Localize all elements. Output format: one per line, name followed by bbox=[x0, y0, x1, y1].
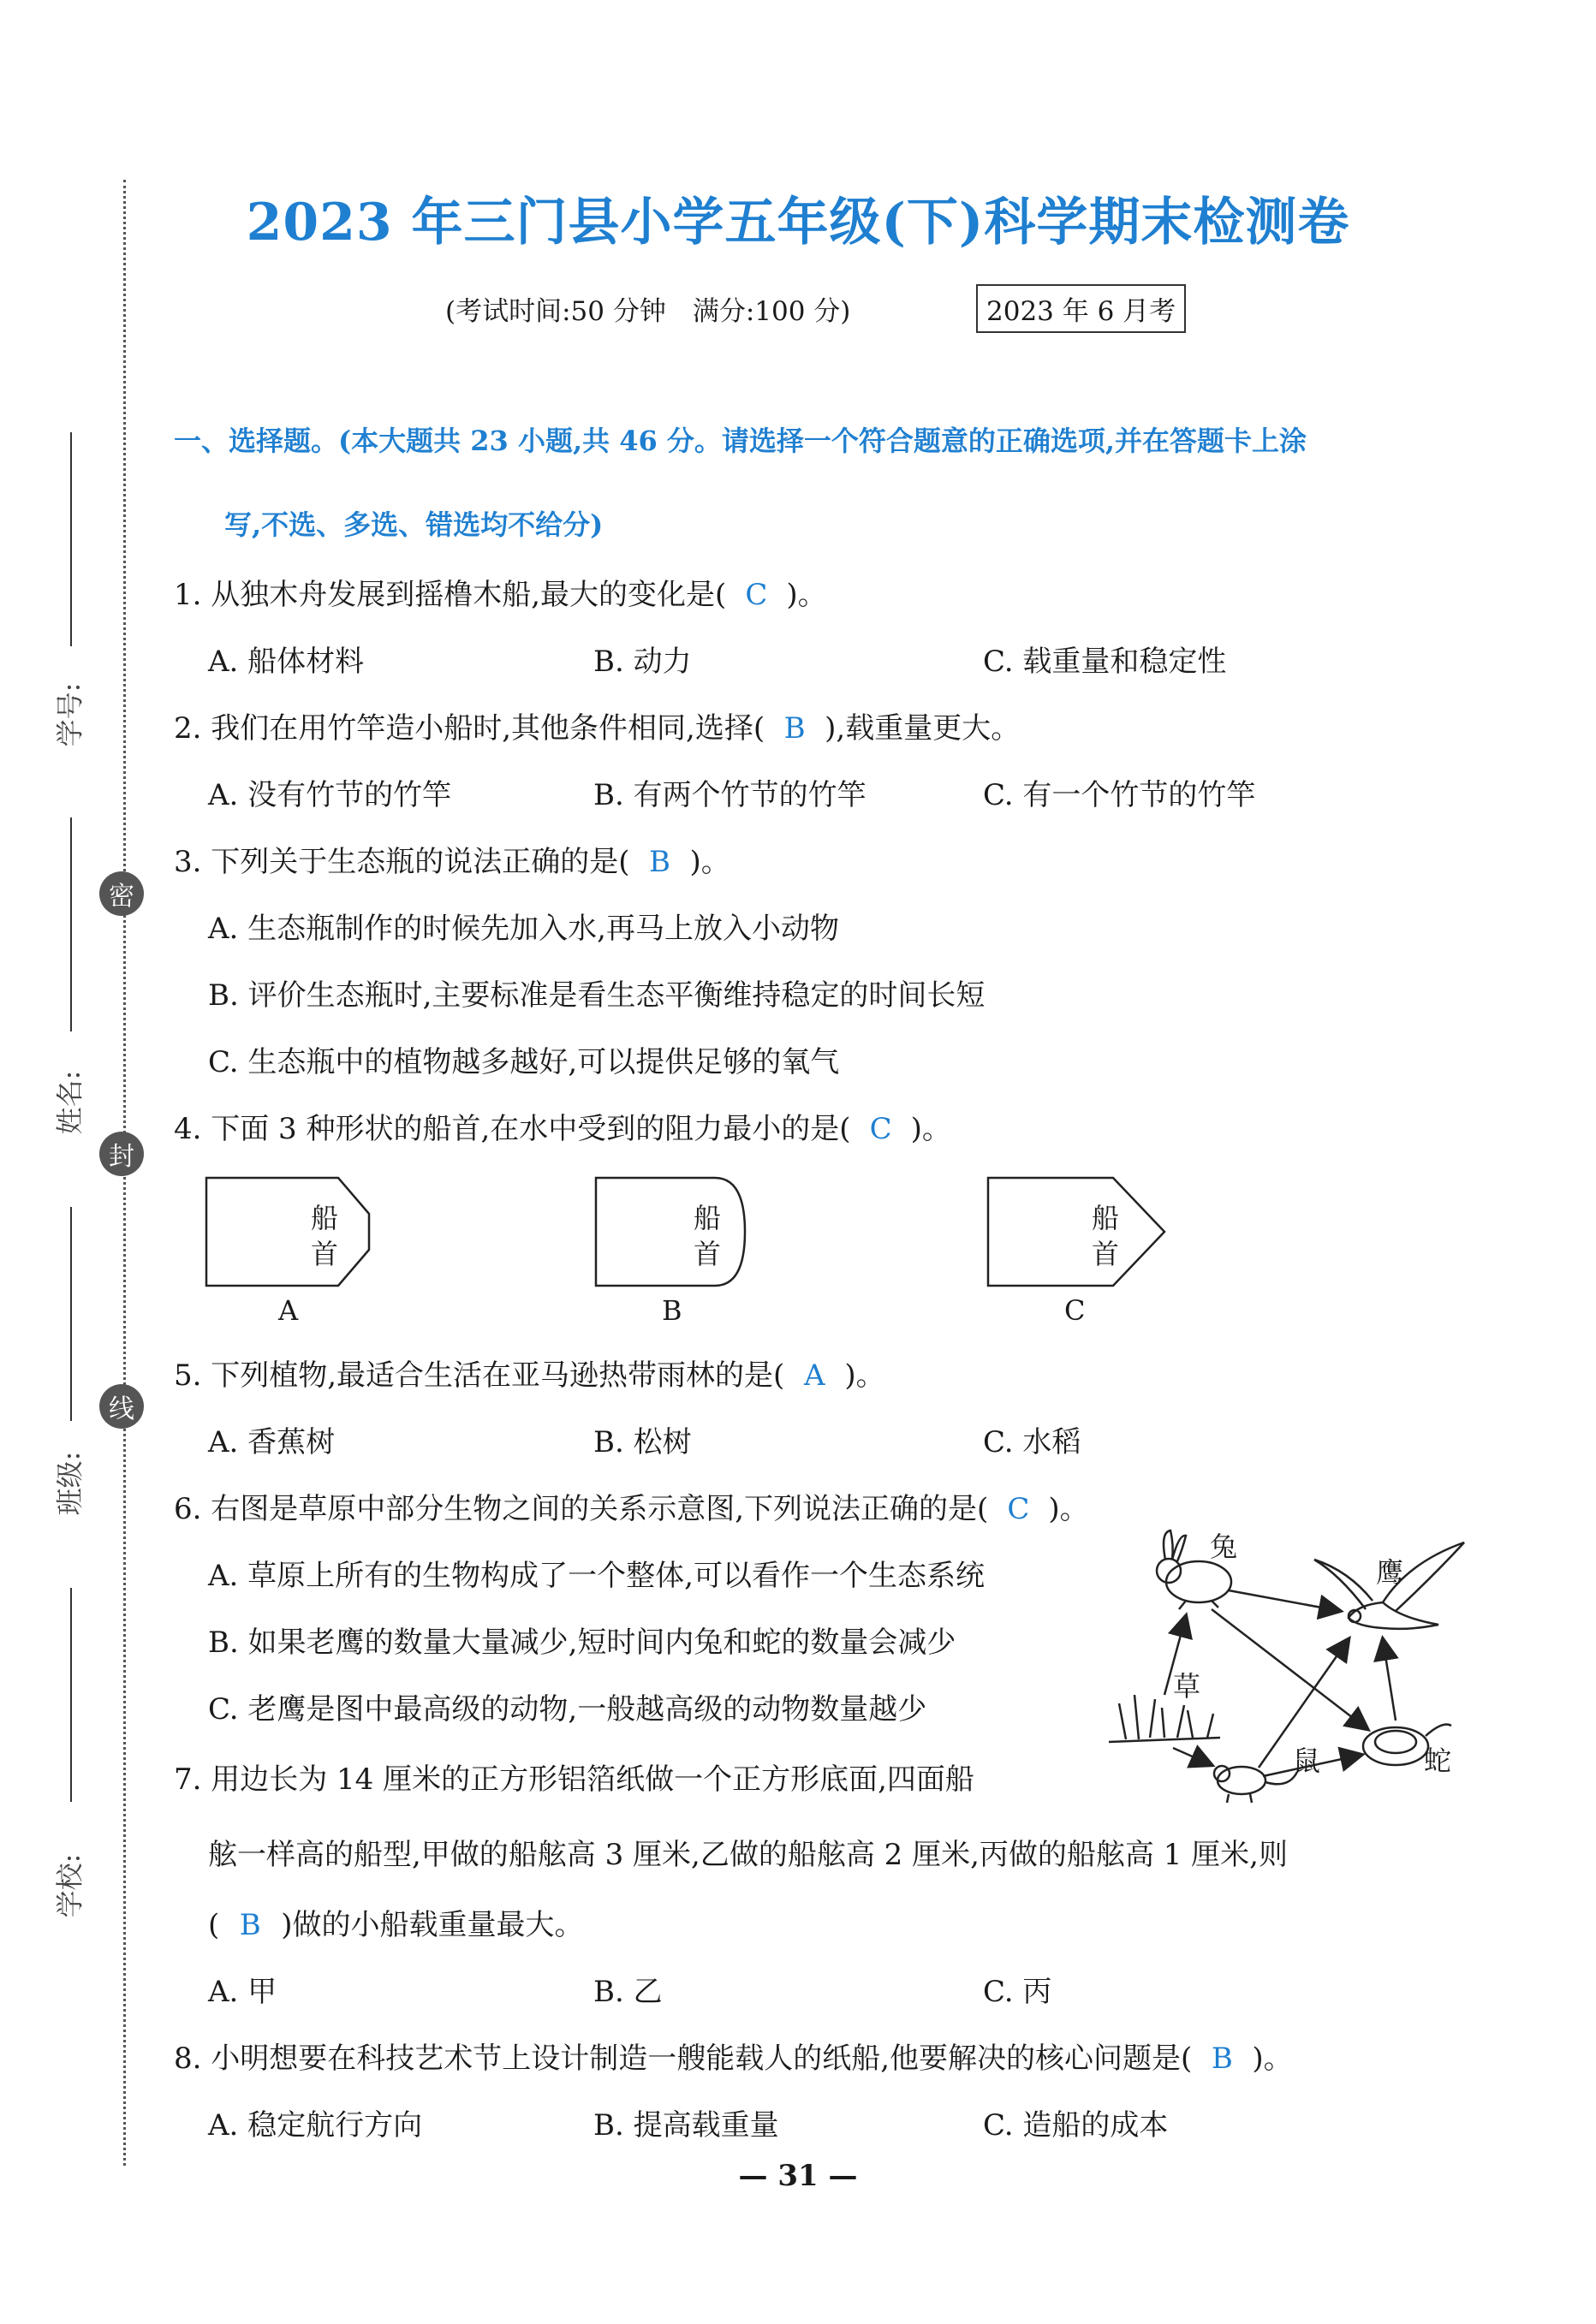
arrow-grass-mouse bbox=[1173, 1748, 1212, 1765]
question-8-tail: )。 bbox=[1252, 2042, 1293, 2076]
q3-option-b: B. 评价生态瓶时,主要标准是看生态平衡维持稳定的时间长短 bbox=[208, 978, 986, 1013]
exam-date-box: 2023 年 6 月考 bbox=[976, 284, 1186, 333]
question-7-answer: B bbox=[239, 1908, 261, 1942]
ship-bow-a-diagram bbox=[201, 1173, 381, 1291]
q1-option-a: A. 船体材料 bbox=[208, 645, 365, 679]
ship-bow-b-label: B bbox=[662, 1294, 682, 1327]
question-4-stem: 4. 下面 3 种形状的船首,在水中受到的阻力最小的是( bbox=[174, 1112, 851, 1146]
q7-option-a: A. 甲 bbox=[208, 1975, 277, 2009]
ship-bow-b-shape bbox=[596, 1178, 745, 1286]
xuehao-label: 学号: bbox=[53, 682, 86, 747]
question-6-answer: C bbox=[1007, 1492, 1030, 1526]
q8-option-b: B. 提高载重量 bbox=[593, 2108, 779, 2143]
ship-bow-a-label: A bbox=[278, 1294, 299, 1327]
ship-bow-c-diagram bbox=[983, 1173, 1171, 1291]
seal-feng: 封 bbox=[99, 1132, 144, 1176]
question-5 bbox=[174, 1358, 885, 1393]
question-4-tail: )。 bbox=[910, 1112, 951, 1146]
question-2 bbox=[174, 711, 1021, 746]
q2-option-a: A. 没有竹节的竹竿 bbox=[208, 778, 452, 812]
question-1-answer: C bbox=[745, 578, 768, 612]
section-header-line2: 写,不选、多选、错选均不给分) bbox=[224, 508, 604, 541]
question-7-tail: )做的小船载重量最大。 bbox=[281, 1908, 584, 1942]
arrow-rabbit-eagle bbox=[1229, 1590, 1340, 1611]
ship-bow-b-text2: 首 bbox=[694, 1238, 722, 1270]
banji-label: 班级: bbox=[53, 1451, 86, 1516]
question-3 bbox=[174, 847, 730, 877]
xingming-label: 姓名: bbox=[53, 1070, 86, 1135]
question-6 bbox=[174, 1492, 1089, 1526]
question-2-tail: ),载重量更大。 bbox=[825, 711, 1021, 746]
question-5-answer: A bbox=[804, 1358, 825, 1393]
q2-option-c: C. 有一个竹节的竹竿 bbox=[983, 778, 1256, 812]
q1-option-c: C. 载重量和稳定性 bbox=[983, 645, 1227, 679]
question-1-stem: 1. 从独木舟发展到摇橹木船,最大的变化是( bbox=[174, 578, 727, 612]
ship-bow-a-shape bbox=[206, 1178, 369, 1286]
question-4-answer: C bbox=[869, 1112, 892, 1146]
question-8-answer: B bbox=[1211, 2042, 1233, 2076]
food-web-rabbit-label: 兔 bbox=[1210, 1531, 1238, 1563]
seal-mi: 密 bbox=[99, 871, 144, 916]
q8-option-a: A. 稳定航行方向 bbox=[208, 2108, 423, 2143]
grass-icon bbox=[1109, 1695, 1220, 1742]
question-3-answer: B bbox=[649, 845, 671, 879]
xingming-blank-line bbox=[70, 817, 72, 1031]
question-2-stem: 2. 我们在用竹竿造小船时,其他条件相同,选择( bbox=[174, 711, 765, 746]
food-web-snake-label: 蛇 bbox=[1424, 1744, 1452, 1777]
exam-info: (考试时间:50 分钟 满分:100 分) bbox=[445, 296, 851, 327]
q5-option-b: B. 松树 bbox=[593, 1425, 692, 1459]
question-4 bbox=[174, 1114, 951, 1144]
question-7-stem: ( bbox=[208, 1908, 220, 1942]
ship-bow-b-diagram bbox=[591, 1173, 753, 1291]
question-2-answer: B bbox=[783, 711, 806, 746]
question-5-tail: )。 bbox=[844, 1358, 885, 1393]
ship-bow-c-text2: 首 bbox=[1092, 1238, 1120, 1270]
q5-option-c: C. 水稻 bbox=[983, 1425, 1081, 1459]
ship-bow-b-text: 船 bbox=[694, 1202, 722, 1234]
xuexiao-label: 学校: bbox=[53, 1853, 86, 1918]
xuehao-blank-line bbox=[70, 432, 72, 646]
ship-bow-a-text2: 首 bbox=[311, 1238, 339, 1270]
ship-bow-c-shape bbox=[988, 1178, 1164, 1286]
ship-bow-c-text: 船 bbox=[1092, 1202, 1120, 1234]
question-3-stem: 3. 下列关于生态瓶的说法正确的是( bbox=[174, 845, 630, 879]
question-5-stem: 5. 下列植物,最适合生活在亚马逊热带雨林的是( bbox=[174, 1358, 785, 1393]
q3-option-c: C. 生态瓶中的植物越多越好,可以提供足够的氧气 bbox=[208, 1045, 840, 1079]
food-web-grass-label: 草 bbox=[1173, 1670, 1201, 1703]
q7-option-b: B. 乙 bbox=[593, 1975, 663, 2009]
arrow-snake-eagle bbox=[1383, 1639, 1396, 1721]
food-web-eagle-label: 鹰 bbox=[1376, 1556, 1404, 1589]
question-8-stem: 8. 小明想要在科技艺术节上设计制造一艘能载人的纸船,他要解决的核心问题是( bbox=[174, 2042, 1193, 2076]
food-web-mouse-label: 鼠 bbox=[1293, 1744, 1321, 1777]
xuexiao-blank-line bbox=[70, 1588, 72, 1802]
q2-option-b: B. 有两个竹节的竹竿 bbox=[593, 778, 866, 812]
question-1-tail: )。 bbox=[786, 578, 827, 612]
arrow-rabbit-snake bbox=[1212, 1609, 1367, 1729]
question-6-tail: )。 bbox=[1048, 1492, 1089, 1526]
question-7-line3 bbox=[208, 1908, 584, 1942]
banji-blank-line bbox=[70, 1207, 72, 1421]
seal-xian: 线 bbox=[99, 1384, 144, 1429]
q7-option-c: C. 丙 bbox=[983, 1975, 1052, 2009]
q6-option-a: A. 草原上所有的生物构成了一个整体,可以看作一个生态系统 bbox=[208, 1559, 985, 1593]
q6-option-b: B. 如果老鹰的数量大量减少,短时间内兔和蛇的数量会减少 bbox=[208, 1626, 956, 1660]
question-8 bbox=[174, 2042, 1293, 2076]
ship-bow-c-label: C bbox=[1064, 1294, 1086, 1327]
q3-option-a: A. 生态瓶制作的时候先加入水,再马上放入小动物 bbox=[208, 912, 839, 946]
ship-bow-a-text: 船 bbox=[311, 1202, 339, 1234]
q1-option-b: B. 动力 bbox=[593, 645, 692, 679]
q6-option-c: C. 老鹰是图中最高级的动物,一般越高级的动物数量越少 bbox=[208, 1692, 927, 1727]
page-title: 2023 年三门县小学五年级(下)科学期末检测卷 bbox=[246, 193, 1350, 253]
question-1 bbox=[174, 578, 827, 612]
section-header-line1: 一、选择题。(本大题共 23 小题,共 46 分。请选择一个符合题意的正确选项,并在答题卡上涂 bbox=[174, 425, 1307, 457]
question-3-tail: )。 bbox=[689, 845, 730, 879]
question-6-stem: 6. 右图是草原中部分生物之间的关系示意图,下列说法正确的是( bbox=[174, 1492, 989, 1526]
question-7-line1: 7. 用边长为 14 厘米的正方形铝箔纸做一个正方形底面,四面船 bbox=[174, 1762, 974, 1797]
page-number: — 31 — bbox=[738, 2159, 858, 2193]
q8-option-c: C. 造船的成本 bbox=[983, 2108, 1169, 2143]
question-7-line2: 舷一样高的船型,甲做的船舷高 3 厘米,乙做的船舷高 2 厘米,丙做的船舷高 1 厘米,则 bbox=[208, 1838, 1288, 1872]
q5-option-a: A. 香蕉树 bbox=[208, 1425, 336, 1459]
